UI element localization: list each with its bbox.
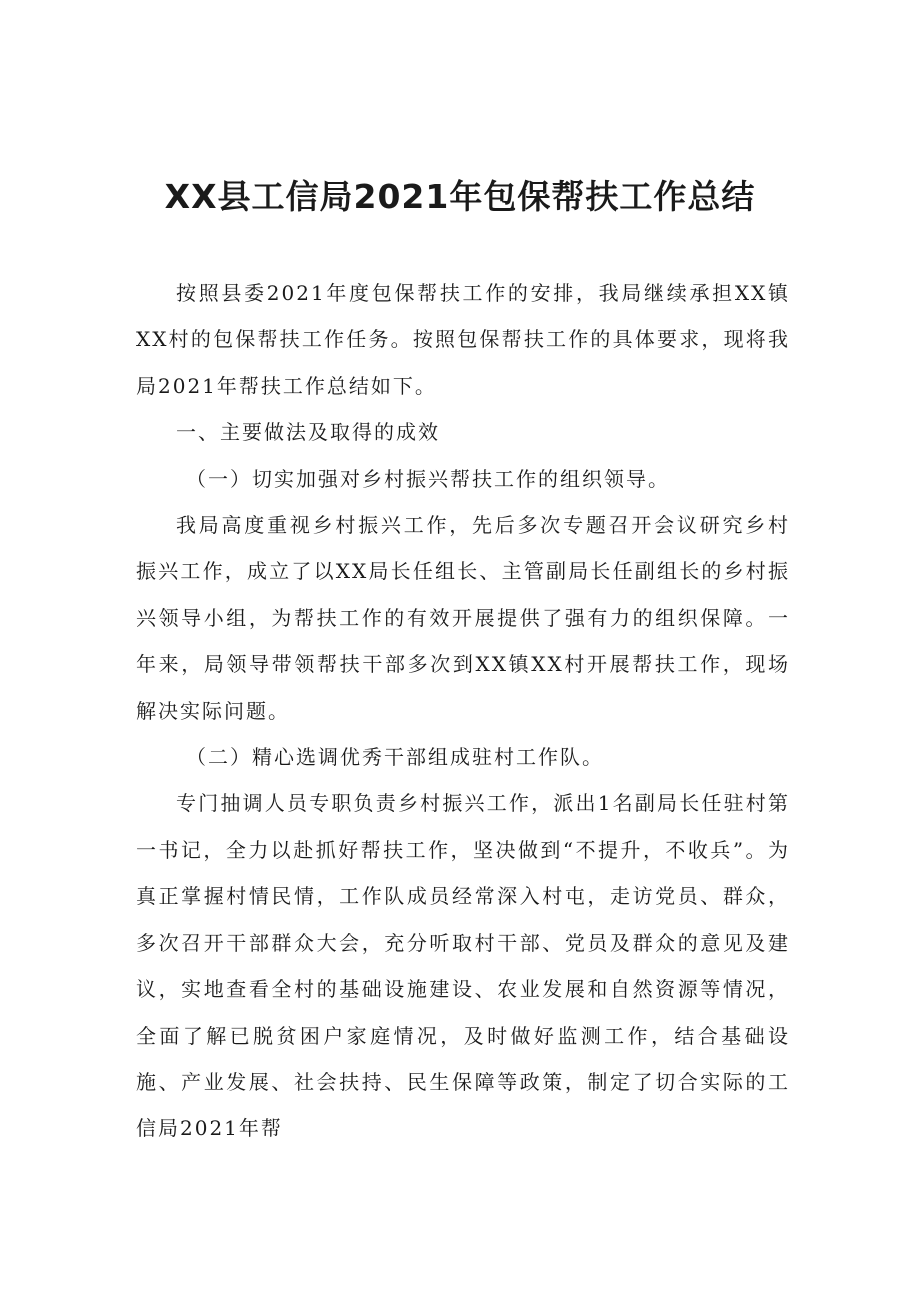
document-body xyxy=(136,270,790,1152)
body-paragraph-1: 我局高度重视乡村振兴工作，先后多次专题召开会议研究乡村振兴工作，成立了以XX局长任组长、主管副局长任副组长的乡村振兴领导小组，为帮扶工作的有效开展提供了强有力的组织保障。一年来，局领导带领帮扶干部多次到XX镇XX村开展帮扶工作，现场解决实际问题。 xyxy=(136,513,790,723)
intro-paragraph: 按照县委2021年度包保帮扶工作的安排，我局继续承担XX镇XX村的包保帮扶工作任务。按照包保帮扶工作的具体要求，现将我局2021年帮扶工作总结如下。 xyxy=(136,281,790,398)
subsection-heading-1: （一）切实加强对乡村振兴帮扶工作的组织领导。 xyxy=(186,466,670,491)
section-heading-1: 一、主要做法及取得的成效 xyxy=(176,420,440,445)
document-title: XX县工信局2021年包保帮扶工作总结 xyxy=(164,177,756,216)
subsection-heading-2: （二）精心选调优秀干部组成驻村工作队。 xyxy=(186,745,604,770)
body-paragraph-2: 专门抽调人员专职负责乡村振兴工作，派出1名副局长任驻村第一书记，全力以赴抓好帮扶工作，坚决做到“不提升，不收兵”。为真正掌握村情民情，工作队成员经常深入村屯，走访党员、群众，多次召开干部群众大会，充分听取村干部、党员及群众的意见及建议，实地查看全村的基础设施建设、农业发展和自然资源等情况，全面了解已脱贫困户家庭情况，及时做好监测工作，结合基础设施、产业发展、社会扶持、民生保障等政策，制定了切合实际的工信局2021年帮 xyxy=(136,791,790,1141)
